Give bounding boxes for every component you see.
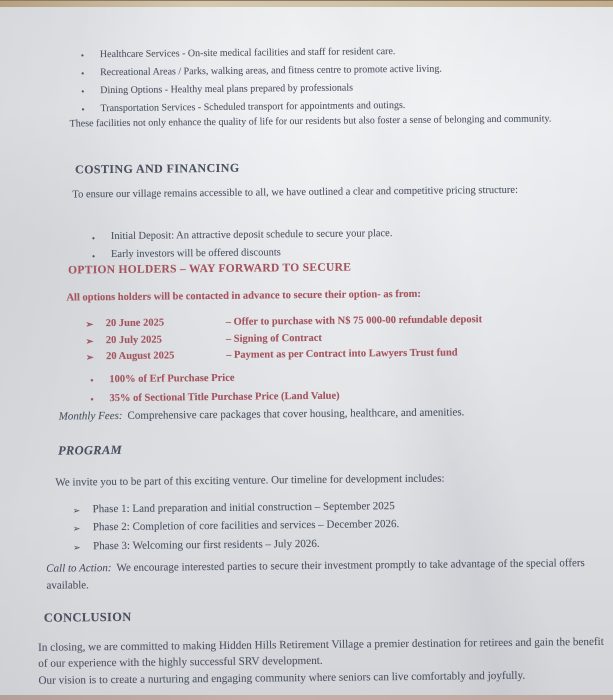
phase-text: Phase 3: Welcoming our first residents – July 2026. bbox=[92, 537, 320, 552]
option-holders-notice: All options holders will be contacted in advance to secure their option- as from: bbox=[66, 288, 421, 304]
price-bullet-list bbox=[90, 369, 339, 409]
arrow-bullet-icon: ➢ bbox=[85, 319, 94, 330]
bullet-icon: • bbox=[91, 250, 96, 261]
conclusion-paragraph: In closing, we are committed to making Hidden Hills Retirement Village a premier destination for retirees and gain the benefit of our experience with the highly successful SRV development. bbox=[38, 635, 604, 671]
arrow-bullet-icon: ➢ bbox=[85, 335, 94, 346]
facilities-note-paragraph: These facilities not only enhance the quality of life for our residents but also foster a sense of belonging and community. bbox=[69, 113, 552, 130]
arrow-bullet-icon: ➢ bbox=[86, 352, 94, 363]
bullet-icon: • bbox=[90, 393, 94, 404]
costing-item-text: Early investors will be offered discounts bbox=[110, 246, 281, 260]
schedule-date: 20 July 2025 bbox=[105, 334, 162, 346]
costing-bullet-list bbox=[92, 224, 562, 264]
call-to-action-paragraph bbox=[46, 555, 594, 595]
schedule-detail: – Signing of Contract bbox=[225, 332, 322, 345]
costing-section-heading: COSTING AND FINANCING bbox=[75, 160, 240, 177]
bullet-icon: • bbox=[81, 104, 85, 115]
bullet-icon: • bbox=[81, 86, 85, 97]
conclusion-paragraph: Our vision is to create a nurturing and engaging community where seniors can live comfortably and joyfully. bbox=[38, 669, 526, 687]
costing-intro-paragraph: To ensure our village remains accessible to all, we have outlined a clear and competitive pricing structure: bbox=[72, 184, 519, 201]
price-item-text: 100% of Erf Purchase Price bbox=[109, 372, 235, 386]
program-intro-paragraph: We invite you to be part of this exciting venture. Our timeline for development includes: bbox=[55, 472, 445, 489]
costing-item-text: Initial Deposit: An attractive deposit schedule to secure your place. bbox=[110, 228, 393, 243]
option-schedule-list bbox=[86, 312, 483, 366]
bullet-icon: • bbox=[80, 50, 85, 61]
call-to-action-text: We encourage interested parties to secure their investment promptly to take advantage of the special offers available. bbox=[46, 557, 585, 592]
facility-item-text: Healthcare Services - On-site medical facilities and staff for resident care. bbox=[99, 46, 396, 61]
schedule-date: 20 August 2025 bbox=[106, 350, 175, 363]
bullet-icon: • bbox=[81, 68, 85, 79]
option-holders-heading: OPTION HOLDERS – WAY FORWARD TO SECURE bbox=[68, 261, 352, 277]
facility-item-text: Dining Options - Healthy meal plans prepared by professionals bbox=[100, 82, 354, 97]
monthly-fees-text: Comprehensive care packages that cover housing, healthcare, and amenities. bbox=[127, 406, 465, 422]
arrow-bullet-icon: ➢ bbox=[72, 523, 81, 534]
arrow-bullet-icon: ➢ bbox=[72, 541, 81, 553]
phase-text: Phase 2: Completion of core facilities and services – December 2026. bbox=[92, 518, 400, 534]
schedule-date: 20 June 2025 bbox=[105, 317, 165, 330]
program-phase-list bbox=[73, 496, 594, 556]
conclusion-section-heading: CONCLUSION bbox=[43, 609, 132, 625]
schedule-row bbox=[86, 345, 483, 366]
monthly-fees-label: Monthly Fees: bbox=[58, 409, 123, 423]
facilities-bullet-list bbox=[81, 41, 562, 118]
program-section-heading: PROGRAM bbox=[57, 442, 123, 458]
bullet-icon: • bbox=[91, 233, 96, 244]
price-item-text: 35% of Sectional Title Purchase Price (Land Value) bbox=[109, 390, 340, 404]
phase-text: Phase 1: Land preparation and initial construction – September 2025 bbox=[92, 500, 395, 516]
schedule-detail: – Payment as per Contract into Lawyers Trust fund bbox=[225, 347, 458, 361]
conclusion-body bbox=[38, 634, 613, 689]
schedule-detail: – Offer to purchase with N$ 75 000-00 refundable deposit bbox=[225, 314, 483, 328]
facility-item-text: Transportation Services - Scheduled transport for appointments and outings. bbox=[100, 99, 406, 115]
bullet-icon: • bbox=[90, 375, 94, 386]
facility-item-text: Recreational Areas / Parks, walking areas, and fitness centre to promote active living. bbox=[100, 63, 442, 79]
arrow-bullet-icon: ➢ bbox=[72, 505, 81, 516]
call-to-action-label: Call to Action: bbox=[46, 562, 112, 575]
